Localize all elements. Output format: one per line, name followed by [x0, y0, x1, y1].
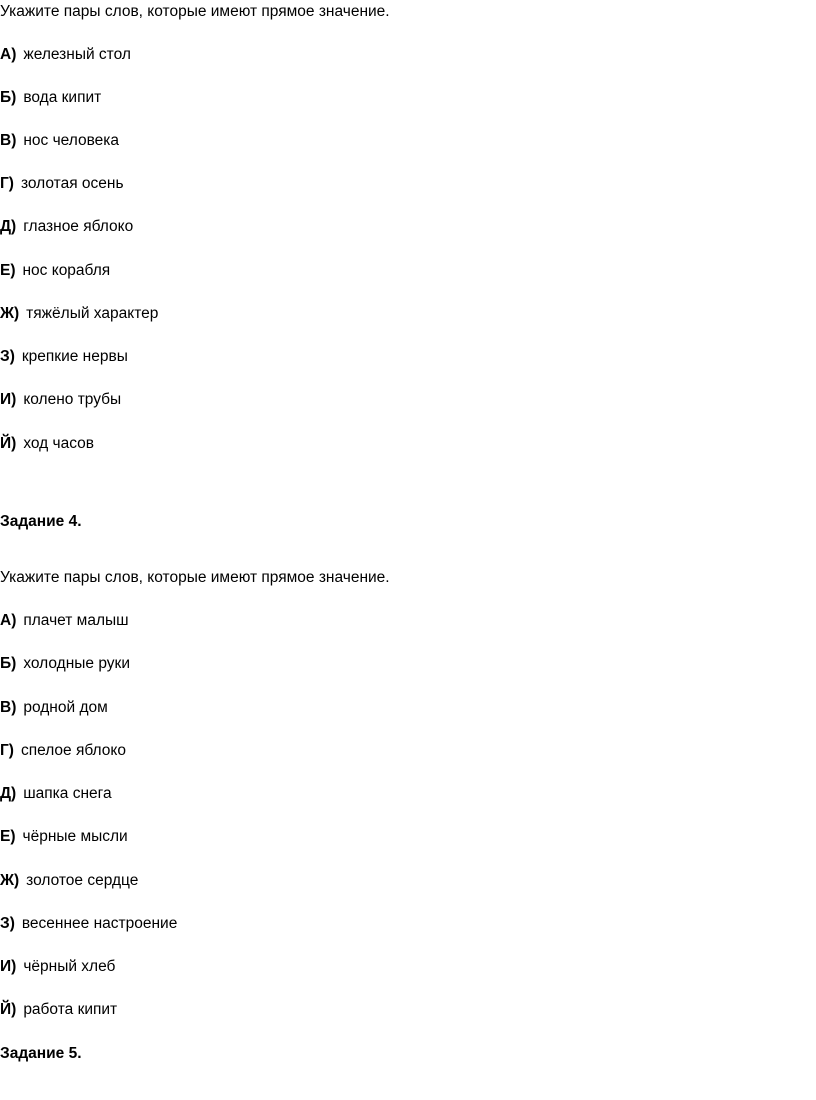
list-item — [0, 45, 131, 65]
item-text: золотая осень — [20, 175, 124, 192]
item-text: чёрные мысли — [22, 828, 128, 845]
list-item — [0, 914, 177, 934]
item-letter: Г) — [0, 175, 14, 192]
item-letter: Г) — [0, 742, 14, 759]
item-text: холодные руки — [23, 655, 130, 672]
item-letter: Д) — [0, 218, 17, 235]
item-text: работа кипит — [23, 1001, 118, 1018]
item-text: тяжёлый характер — [26, 305, 159, 322]
list-item — [0, 174, 124, 194]
list-item — [0, 827, 128, 847]
item-text: глазное яблоко — [23, 218, 134, 235]
list-item — [0, 217, 133, 237]
list-item — [0, 698, 108, 718]
item-text: нос человека — [23, 132, 120, 149]
list-item — [0, 654, 130, 674]
item-letter: И) — [0, 958, 17, 975]
list-item — [0, 957, 115, 977]
item-text: нос корабля — [22, 262, 111, 279]
list-item — [0, 131, 119, 151]
item-text: крепкие нервы — [21, 348, 128, 365]
item-letter: Д) — [0, 785, 17, 802]
item-letter: В) — [0, 699, 17, 716]
item-letter: Е) — [0, 262, 16, 279]
list-item — [0, 434, 94, 454]
item-text: спелое яблоко — [20, 742, 126, 759]
item-text: железный стол — [23, 46, 131, 63]
item-letter: Б) — [0, 89, 17, 106]
item-letter: Б) — [0, 655, 17, 672]
item-letter: Ж) — [0, 305, 20, 322]
item-text: колено трубы — [23, 391, 122, 408]
list-item — [0, 304, 158, 324]
list-item — [0, 741, 126, 761]
list-item — [0, 871, 138, 891]
item-text: шапка снега — [23, 785, 112, 802]
list-item — [0, 1000, 117, 1020]
list-item — [0, 347, 128, 367]
item-letter: З) — [0, 915, 15, 932]
task-heading: Задание 4. — [0, 513, 82, 530]
list-item — [0, 390, 121, 410]
item-text: чёрный хлеб — [23, 958, 116, 975]
item-letter: Й) — [0, 1001, 17, 1018]
instruction-text: Укажите пары слов, которые имеют прямое значение. — [0, 3, 390, 20]
list-item — [0, 611, 129, 631]
list-item — [0, 88, 101, 108]
item-text: плачет малыш — [23, 612, 129, 629]
item-letter: Ж) — [0, 872, 20, 889]
task-heading: Задание 5. — [0, 1045, 82, 1062]
item-letter: А) — [0, 612, 17, 629]
item-text: родной дом — [23, 699, 108, 716]
item-letter: А) — [0, 46, 17, 63]
item-text: весеннее настроение — [21, 915, 178, 932]
item-letter: В) — [0, 132, 17, 149]
item-letter: З) — [0, 348, 15, 365]
list-item — [0, 261, 110, 281]
item-text: вода кипит — [23, 89, 102, 106]
item-text: золотое сердце — [26, 872, 139, 889]
item-letter: Е) — [0, 828, 16, 845]
list-item — [0, 784, 112, 804]
instruction-text: Укажите пары слов, которые имеют прямое значение. — [0, 569, 390, 586]
item-text: ход часов — [23, 435, 94, 452]
item-letter: И) — [0, 391, 17, 408]
item-letter: Й) — [0, 435, 17, 452]
